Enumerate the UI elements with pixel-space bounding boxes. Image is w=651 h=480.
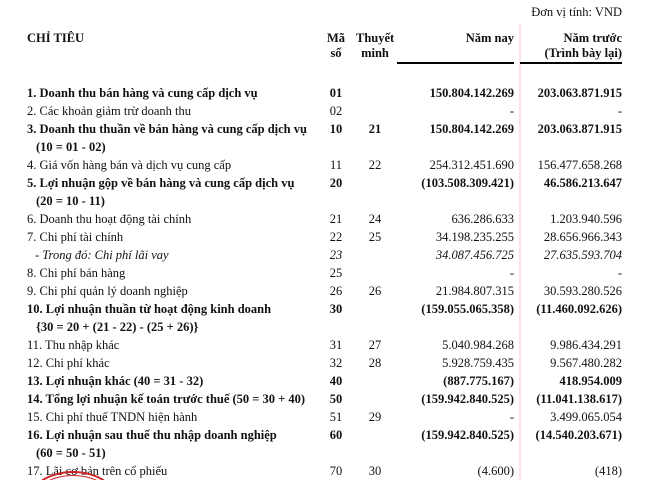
row-criteria: 8. Chi phí bán hàng [27, 266, 126, 280]
row-prior-value: (11.460.092.626) [536, 302, 622, 316]
table-row [0, 426, 622, 462]
row-code: 50 [329, 392, 343, 406]
current-year-column-underline [397, 62, 514, 64]
row-criteria: 1. Doanh thu bán hàng và cung cấp dịch vụ [27, 86, 258, 100]
row-current-value: 5.928.759.435 [442, 356, 514, 370]
row-criteria: 9. Chi phí quản lý doanh nghiệp [27, 284, 188, 298]
row-current-value: 636.286.633 [451, 212, 514, 226]
row-criteria-formula: (20 = 10 - 11) [36, 194, 105, 208]
row-prior-value: 9.986.434.291 [550, 338, 622, 352]
row-notes: 28 [368, 356, 382, 370]
header-prior-year [514, 31, 622, 61]
row-code: 30 [329, 302, 343, 316]
row-code: 60 [329, 428, 343, 442]
row-current-value: 254.312.451.690 [429, 158, 514, 172]
row-notes [356, 84, 394, 102]
header-notes [356, 31, 394, 61]
row-current-value: (887.775.167) [443, 374, 514, 388]
header-prior-year-line1: Năm trước [563, 31, 622, 45]
row-code: 31 [329, 338, 343, 352]
table-row [0, 282, 622, 300]
row-criteria-formula: {30 = 20 + (21 - 22) - (25 + 26)} [36, 320, 199, 334]
header-code-line1: Mã [326, 31, 346, 45]
row-notes: 29 [368, 410, 382, 424]
row-current-value: - [509, 266, 514, 280]
header-prior-year-line2: (Trình bày lại) [544, 46, 622, 60]
row-code: 40 [329, 374, 343, 388]
row-criteria-cell [0, 156, 316, 174]
row-current-value: (159.942.840.525) [421, 392, 514, 406]
row-prior-value: (418) [594, 464, 622, 478]
row-current-value: 34.087.456.725 [435, 248, 514, 262]
table-row [0, 84, 622, 102]
row-criteria-cell [0, 390, 316, 408]
row-prior-value: 28.656.966.343 [543, 230, 622, 244]
row-current-value: (159.942.840.525) [421, 428, 514, 442]
row-code: 21 [329, 212, 343, 226]
row-criteria: 7. Chi phí tài chính [27, 230, 124, 244]
row-code: 26 [329, 284, 343, 298]
row-notes: 22 [368, 158, 382, 172]
row-prior-value: 27.635.593.704 [543, 248, 622, 262]
row-criteria: 6. Doanh thu hoạt động tài chính [27, 212, 192, 226]
table-row [0, 246, 622, 264]
currency-unit-label: Đơn vị tính: VND [531, 5, 622, 19]
row-criteria-cell [0, 354, 316, 372]
row-prior-value: 30.593.280.526 [543, 284, 622, 298]
row-criteria-cell [0, 300, 316, 336]
row-code: 01 [329, 86, 343, 100]
row-criteria-cell [0, 102, 316, 120]
row-code: 10 [329, 122, 343, 136]
header-current-year: Năm nay [465, 31, 514, 45]
row-criteria: 12. Chi phí khác [27, 356, 110, 370]
table-row [0, 408, 622, 426]
row-notes [356, 426, 394, 462]
row-criteria-formula: (10 = 01 - 02) [36, 140, 106, 154]
row-notes: 27 [368, 338, 382, 352]
row-criteria: 17. Lãi cơ bản trên cổ phiếu [27, 464, 168, 478]
row-current-value: 150.804.142.269 [429, 122, 514, 136]
row-criteria-cell [0, 408, 316, 426]
row-notes: 24 [368, 212, 382, 226]
row-criteria: 2. Các khoản giảm trừ doanh thu [27, 104, 192, 118]
row-current-value: 150.804.142.269 [429, 86, 514, 100]
row-prior-value: 203.063.871.915 [537, 122, 622, 136]
row-notes [356, 102, 394, 120]
table-row [0, 102, 622, 120]
header-criteria: CHỈ TIÊU [27, 31, 85, 45]
row-criteria-cell [0, 282, 316, 300]
row-criteria: 15. Chi phí thuế TNDN hiện hành [27, 410, 198, 424]
row-criteria-cell [0, 228, 316, 246]
prior-year-column-underline [520, 62, 622, 64]
row-code: 02 [329, 104, 343, 118]
row-code: 32 [329, 356, 343, 370]
table-row [0, 390, 622, 408]
table-row [0, 264, 622, 282]
row-notes [356, 372, 394, 390]
row-current-value: 5.040.984.268 [442, 338, 514, 352]
table-header [0, 31, 622, 61]
row-criteria-cell [0, 426, 316, 462]
header-notes-line2: minh [361, 46, 389, 60]
row-notes [356, 390, 394, 408]
row-notes: 30 [368, 464, 382, 478]
row-code: 23 [329, 248, 343, 262]
row-criteria: 11. Thu nhập khác [27, 338, 120, 352]
row-criteria-cell [0, 336, 316, 354]
row-criteria-cell [0, 120, 316, 156]
row-notes: 21 [368, 122, 382, 136]
row-criteria: - Trong đó: Chi phí lãi vay [35, 248, 169, 262]
table-row [0, 210, 622, 228]
table-row [0, 174, 622, 210]
row-code: 11 [329, 158, 343, 172]
row-current-value: (103.508.309.421) [421, 176, 514, 190]
row-current-value: (159.055.065.358) [421, 302, 514, 316]
row-criteria-cell [0, 246, 316, 264]
header-code-line2: số [330, 46, 342, 60]
row-criteria-cell [0, 84, 316, 102]
row-prior-value: (14.540.203.671) [535, 428, 622, 442]
row-code: 22 [329, 230, 343, 244]
row-current-value: - [509, 104, 514, 118]
table-row [0, 300, 622, 336]
row-prior-value: 156.477.658.268 [537, 158, 622, 172]
row-prior-value: (11.041.138.617) [536, 392, 622, 406]
row-code: 51 [329, 410, 343, 424]
row-criteria: 14. Tổng lợi nhuận kế toán trước thuế (50 = 30 + 40) [27, 392, 306, 406]
header-notes-line1: Thuyết [356, 31, 395, 45]
row-prior-value: - [617, 266, 622, 280]
row-current-value: 34.198.235.255 [435, 230, 514, 244]
row-criteria-cell [0, 264, 316, 282]
row-criteria-cell [0, 372, 316, 390]
row-criteria: 5. Lợi nhuận gộp về bán hàng và cung cấp dịch vụ [27, 176, 295, 190]
row-prior-value: 3.499.065.054 [550, 410, 622, 424]
row-prior-value: 418.954.009 [559, 374, 622, 388]
row-prior-value: 46.586.213.647 [543, 176, 622, 190]
header-code [316, 31, 356, 61]
table-row [0, 156, 622, 174]
row-prior-value: 9.567.480.282 [550, 356, 622, 370]
row-criteria-cell [0, 174, 316, 210]
row-criteria-cell [0, 210, 316, 228]
row-notes: 25 [368, 230, 382, 244]
row-prior-value: - [617, 104, 622, 118]
row-criteria: 16. Lợi nhuận sau thuế thu nhập doanh nghiệp [27, 428, 277, 442]
row-notes [356, 300, 394, 336]
table-body [0, 84, 622, 480]
row-prior-value: 1.203.940.596 [550, 212, 622, 226]
table-row [0, 354, 622, 372]
row-notes [356, 174, 394, 210]
row-current-value: 21.984.807.315 [435, 284, 514, 298]
table-row [0, 336, 622, 354]
table-row [0, 228, 622, 246]
row-criteria: 10. Lợi nhuận thuần từ hoạt động kinh doanh [27, 302, 272, 316]
row-notes [356, 246, 394, 264]
row-notes [356, 264, 394, 282]
row-code: 25 [329, 266, 343, 280]
row-prior-value: 203.063.871.915 [537, 86, 622, 100]
row-criteria-formula: (60 = 50 - 51) [36, 446, 106, 460]
row-criteria: 3. Doanh thu thuần về bán hàng và cung cấp dịch vụ [27, 122, 307, 136]
row-notes: 26 [368, 284, 382, 298]
row-code: 70 [329, 464, 343, 478]
row-current-value: - [509, 410, 514, 424]
row-criteria: 4. Giá vốn hàng bán và dịch vụ cung cấp [27, 158, 232, 172]
row-criteria: 13. Lợi nhuận khác (40 = 31 - 32) [27, 374, 204, 388]
table-row [0, 120, 622, 156]
table-row [0, 372, 622, 390]
row-code: 20 [329, 176, 343, 190]
row-current-value: (4.600) [477, 464, 514, 478]
